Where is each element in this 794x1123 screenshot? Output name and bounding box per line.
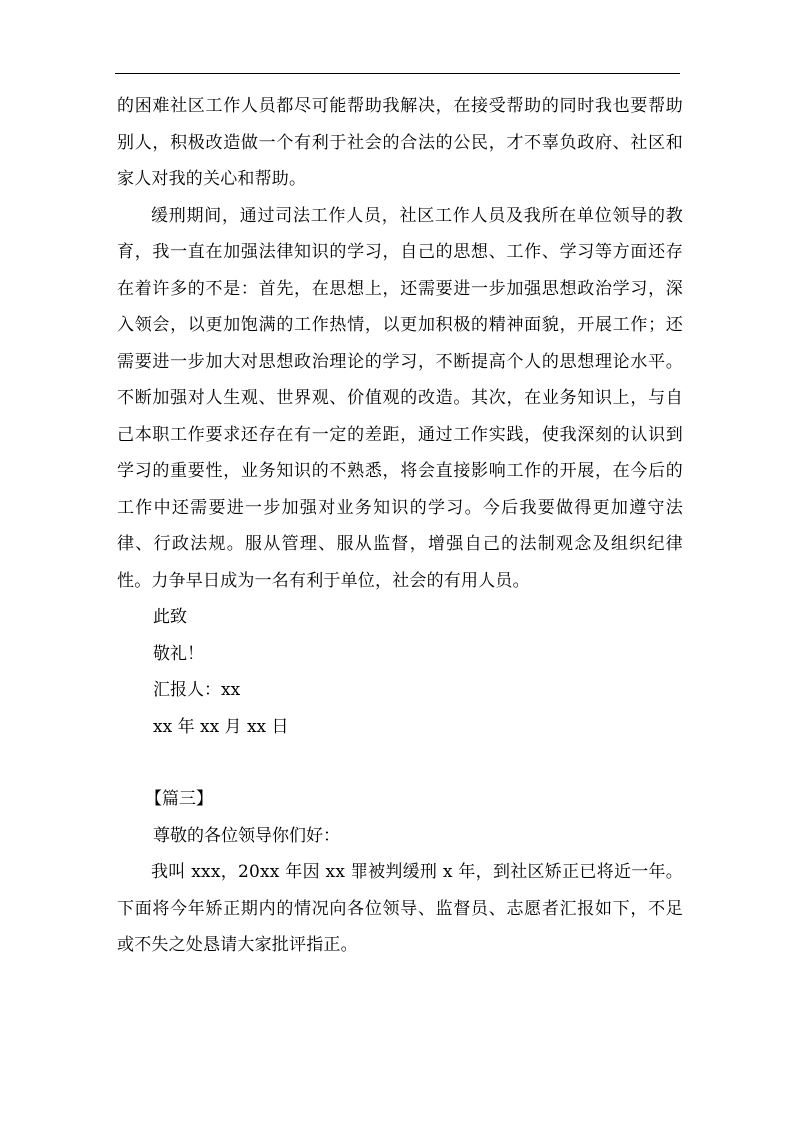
- reporter-line: 汇报人：xx: [153, 680, 241, 700]
- section-greeting: 尊敬的各位领导你们好：: [153, 825, 340, 846]
- date-line: xx 年 xx 月 xx 日: [153, 716, 289, 737]
- paragraph-probation-period: 缓刑期间，通过司法工作人员，社区工作人员及我所在单位领导的教育，我一直在加强法律知识的学习，自己的思想、工作、学习等方面还存在着许多的不是：首先，在思想上，还需要进一步加强思想政治学习，深入领会，以更加饱满的工作热情，以更加积极的精神面貌，开展工作；还需要进一步加大对思想政治理论的学习，不断提高个人的思想理论水平。不断加强对人生观、世界观、价值观的改造。其次，在业务知识上，与自己本职工作要求还存在有一定的差距，通过工作实践，使我深刻的认识到学习的重要性，业务知识的不熟悉，将会直接影响工作的开展，在今后的工作中还需要进一步加强对业务知识的学习。今后我要做得更加遵守法律、行政法规。服从管理、服从监督，增强自己的法制观念及组织纪律性。力争早日成为一名有利于单位，社会的有用人员。: [117, 205, 683, 591]
- closing-salutation: 此致: [153, 607, 187, 627]
- header-rule: [115, 73, 680, 74]
- section-title: 【篇三】: [145, 789, 213, 809]
- paragraph-continuation: 的困难社区工作人员都尽可能帮助我解决，在接受帮助的同时我也要帮助别人，积极改造做一个有利于社会的合法的公民，才不辜负政府、社区和家人对我的关心和帮助。: [117, 96, 683, 189]
- section-body: 我叫 xxx，20xx 年因 xx 罪被判缓刑 x 年，到社区矫正已将近一年。下面将今年矫正期内的情况向各位领导、监督员、志愿者汇报如下，不足或不失之处恳请大家批评指正。: [117, 862, 683, 955]
- closing-regards: 敬礼！: [153, 643, 204, 664]
- document-body: [117, 88, 683, 964]
